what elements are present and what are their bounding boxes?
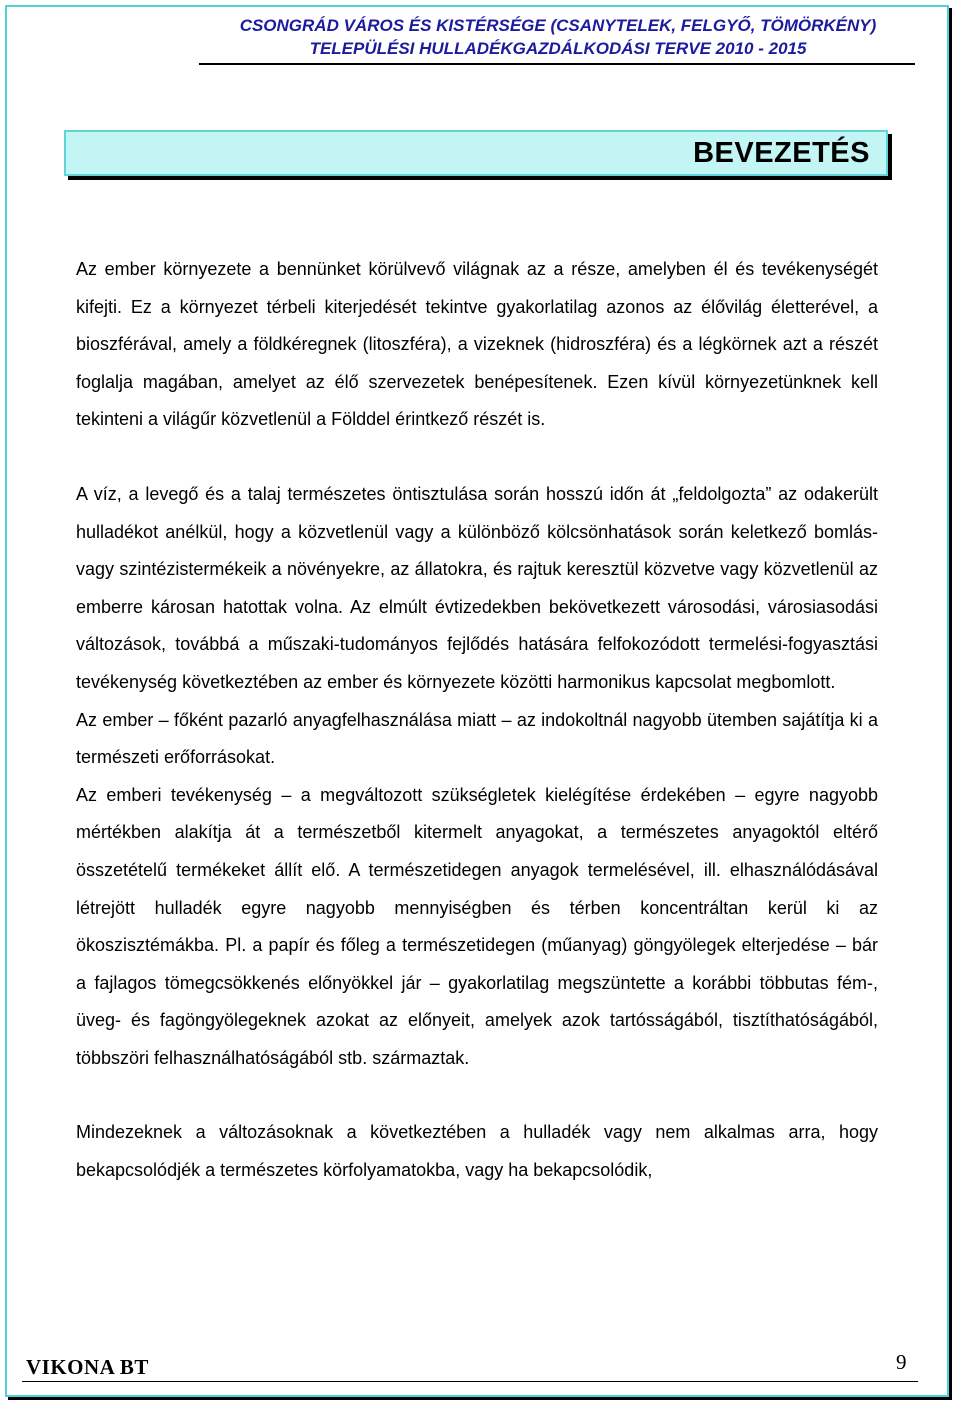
paragraph-3: Az ember – főként pazarló anyagfelhasználása miatt – az indokoltnál nagyobb ütemben sajátítja ki a természeti erőforrásokat. bbox=[76, 709, 878, 768]
section-title-box bbox=[64, 130, 888, 176]
footer-brand: VIKONA BT bbox=[26, 1355, 149, 1379]
paragraph-5: Mindezeknek a változásoknak a következtében a hulladék vagy nem alkalmas arra, hogy bekapcsolódjék a természetes körfolyamatokba, vagy ha bekapcsolódik, bbox=[76, 1122, 878, 1181]
footer-divider bbox=[22, 1381, 918, 1382]
header-divider bbox=[199, 63, 915, 65]
body-text bbox=[76, 251, 878, 1190]
section-title: BEVEZETÉS bbox=[693, 137, 870, 169]
header-line-2: TELEPÜLÉSI HULLADÉKGAZDÁLKODÁSI TERVE 2010 - 2015 bbox=[309, 39, 807, 58]
paragraph-2: A víz, a levegő és a talaj természetes öntisztulása során hosszú időn át „feldolgozta” az odakerült hulladékot anélkül, hogy a közvetlenül vagy a különböző kölcsönhatások során keletkező bomlás- vagy szintézistermékeik a növényekre, az állatokra, és rajtuk keresztül közvetve vagy közvetlenül az emberre károsan hatottak volna. Az elmúlt évtizedekben bekövetkezett városodási, városiasodási változások, továbbá a műszaki-tudományos fejlődés hatására felfokozódott termelési-fogyasztási tevékenység következtében az ember és környezete közötti harmonikus kapcsolat megbomlott. bbox=[76, 483, 878, 692]
document-header bbox=[200, 14, 916, 60]
paragraph-4: Az emberi tevékenység – a megváltozott szükségletek kielégítése érdekében – egyre nagyobb mértékben alakítja át a természetből kitermelt anyagokat, a természetes anyagoktól eltérő összetételű termékeket állít elő. A természetidegen anyagok termelésével, ill. elhasználódásával létrejött hulladék egyre nagyobb mennyiségben és térben koncentráltan kerül ki az ökoszisztémákba. Pl. a papír és főleg a természetidegen (műanyag) göngyölegek elterjedése – bár a fajlagos tömegcsökkenés előnyökkel jár – gyakorlatilag megszüntette a korábbi többutas fém-, üveg- és fagöngyölegeknek azokat az előnyeit, amelyek azok tartósságából, tisztíthatóságából, többszöri felhasználhatóságából stb. származtak. bbox=[76, 784, 878, 1068]
page-number: 9 bbox=[896, 1350, 907, 1374]
paragraph-1: Az ember környezete a bennünket körülvevő világnak az a része, amelyben él és tevékenységét kifejti. Ez a környezet térbeli kiterjedését tekintve gyakorlatilag azonos az élővilág életterével, a bioszférával, amely a földkéregnek (litoszféra), a vizeknek (hidroszféra) és a légkörnek azt a részét foglalja magában, amelyet az élő szervezetek benépesítenek. Ezen kívül környezetünknek kell tekinteni a világűr közvetlenül a Földdel érintkező részét is. bbox=[76, 259, 878, 430]
header-line-1: CSONGRÁD VÁROS ÉS KISTÉRSÉGE (CSANYTELEK, FELGYŐ, TÖMÖRKÉNY) bbox=[239, 16, 877, 35]
